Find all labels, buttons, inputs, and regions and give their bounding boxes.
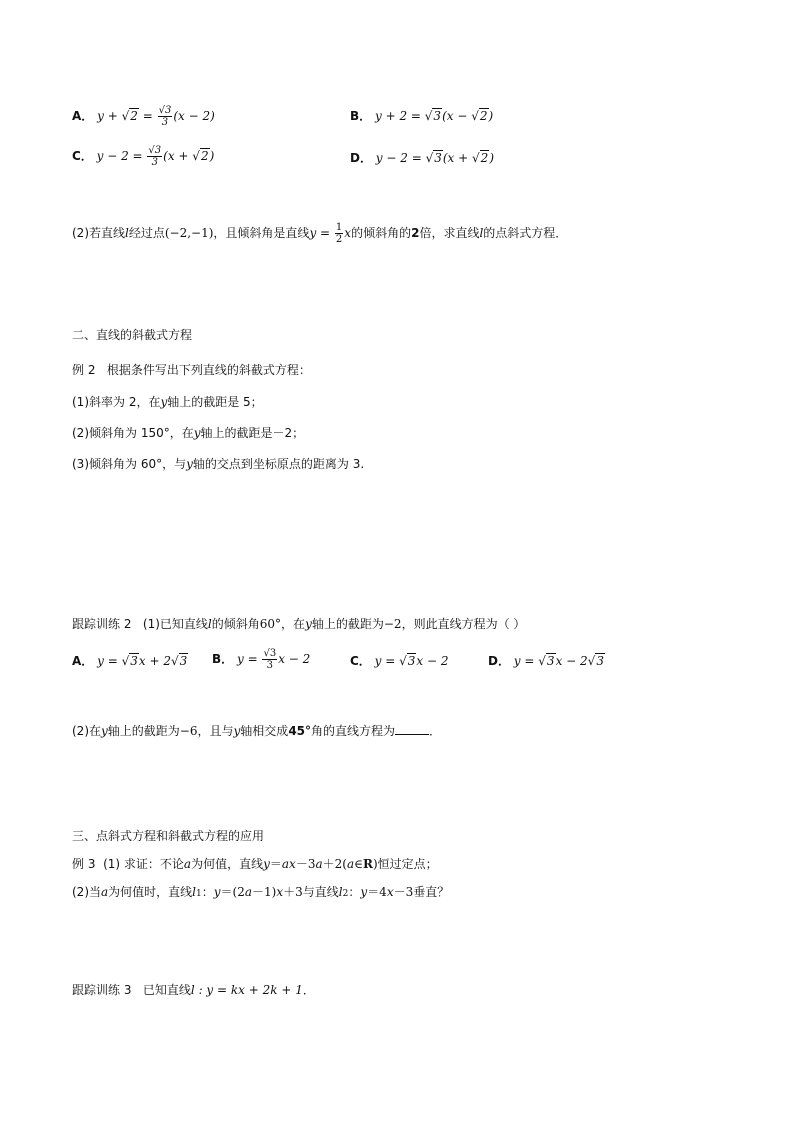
option-label: B． xyxy=(212,652,234,666)
var-y: y xyxy=(160,395,168,409)
q2-text: 经过点 xyxy=(128,226,165,240)
example-2-text: 根据条件写出下列直线的斜截式方程： xyxy=(106,363,311,377)
practice-2-option-c xyxy=(350,653,449,669)
practice-text: ，则此直线方程为（ ） xyxy=(401,617,526,631)
intercept-value: −2 xyxy=(383,617,402,631)
practice-text: ，在 xyxy=(281,617,306,631)
practice-2-question-2 xyxy=(72,722,441,739)
line-equation: l : y = kx + 2k + 1 xyxy=(190,983,303,997)
practice-text: 角的直线方程为 xyxy=(311,724,396,738)
line-equation: y xyxy=(263,857,270,871)
example-text: (1) 求证：不论 xyxy=(103,857,184,871)
q2-text: 的倾斜角的 xyxy=(351,226,412,240)
practice-2 xyxy=(72,616,525,632)
example-text: 为何值，直线 xyxy=(191,857,264,871)
angle-value: 45° xyxy=(288,724,312,738)
q2-line-eq: y = $\frac{1}{2}$ x xyxy=(309,222,352,245)
option-label: C． xyxy=(350,654,371,668)
var-y: y xyxy=(101,724,108,738)
practice-text: ，且与 xyxy=(197,724,234,738)
example-3-item-2: (2)当a为何值时，直线l1：y＝(2a－1)x＋3与直线l2：y＝4x－3垂直？ xyxy=(72,885,450,899)
option-formula: y = √3x + 2√3 xyxy=(97,654,188,668)
item-text: (1)斜率为 2，在 xyxy=(72,395,161,409)
example-2-item-1 xyxy=(72,394,263,410)
option-a xyxy=(72,105,215,128)
example-2-item-2 xyxy=(72,425,304,441)
option-a-label: A． xyxy=(72,109,94,123)
option-b xyxy=(350,108,493,124)
option-d xyxy=(350,150,494,166)
q2-text: ，且倾斜角是直线 xyxy=(213,226,310,240)
example-3-label: 例 3 xyxy=(72,857,96,871)
practice-text: (1)已知直线 xyxy=(142,617,208,631)
practice-text: 轴上的截距为 xyxy=(107,724,180,738)
q2-var-l: l xyxy=(125,226,129,240)
question-2 xyxy=(72,222,567,245)
practice-text: 的倾斜角 xyxy=(211,617,260,631)
practice-3 xyxy=(72,982,315,998)
var-y: y xyxy=(233,724,241,738)
practice-text: ． xyxy=(302,983,315,997)
q2-var-l: l xyxy=(479,226,484,240)
intercept-value: −6 xyxy=(179,724,198,738)
option-d-label: D． xyxy=(350,151,372,165)
item-text: 轴上的截距是－2； xyxy=(200,426,305,440)
practice-text: (2)在 xyxy=(72,724,101,738)
section-2-heading: 二、直线的斜截式方程 xyxy=(72,328,193,342)
option-formula: y = √3x − 2√3 xyxy=(513,654,604,668)
option-formula: y = √3x − 2 xyxy=(374,654,449,668)
option-b-label: B． xyxy=(350,109,372,123)
example-text: 为何值时，直线 xyxy=(108,885,193,899)
item-text: 轴上的截距是 5； xyxy=(167,395,263,409)
item-text: (2)倾斜角为 150°，在 xyxy=(72,426,194,440)
practice-text: 轴上的截距为 xyxy=(311,617,384,631)
option-label: D． xyxy=(488,654,510,668)
option-formula: y = $\frac{√3}{3}$ x − 2 xyxy=(236,648,311,671)
q2-text: (2)若直线 xyxy=(72,226,125,240)
example-text: 与直线 xyxy=(302,885,339,899)
var-l: l xyxy=(207,617,212,631)
item-text: 轴的交点到坐标原点的距离为 3. xyxy=(192,457,365,471)
section-3-heading: 三、点斜式方程和斜截式方程的应用 xyxy=(72,829,265,843)
item-text: (3)倾斜角为 60°，与 xyxy=(72,457,187,471)
example-text: 恒过定点； xyxy=(377,857,438,871)
example-text: 垂直？ xyxy=(413,885,450,899)
option-label: A． xyxy=(72,654,94,668)
answer-blank[interactable] xyxy=(395,722,429,735)
option-c-label: C． xyxy=(72,149,93,163)
example-2 xyxy=(72,362,311,378)
example-2-item-3 xyxy=(72,456,364,472)
example-text: (2)当 xyxy=(72,885,101,899)
q2-text: 的点斜式方程． xyxy=(483,226,568,240)
practice-2-option-a xyxy=(72,653,188,669)
q2-text: 倍，求直线 xyxy=(419,226,480,240)
q2-multiplier: 2 xyxy=(411,226,420,240)
practice-3-label: 跟踪训练 3 xyxy=(72,983,132,997)
option-a-formula: y + √2 = $\frac{√3}{3}$ (x − 2) xyxy=(97,105,215,128)
var-a: a xyxy=(183,857,192,871)
practice-text: ． xyxy=(429,724,442,738)
option-b-formula: y + 2 = √3(x − √2) xyxy=(374,109,494,123)
line-l2: l xyxy=(338,885,343,899)
angle-value: 60° xyxy=(259,617,282,631)
practice-2-option-b xyxy=(212,648,310,671)
var-y: y xyxy=(305,617,312,631)
var-y: y xyxy=(186,457,193,471)
option-d-formula: y − 2 = √3(x + √2) xyxy=(375,151,494,165)
practice-text: 轴相交成 xyxy=(240,724,289,738)
practice-2-label: 跟踪训练 2 xyxy=(72,617,132,631)
option-c xyxy=(72,145,214,168)
option-c-formula: y − 2 = $\frac{√3}{3}$ (x + √2) xyxy=(96,145,215,168)
var-y: y xyxy=(193,426,201,440)
var-a: a xyxy=(101,885,109,899)
q2-point: (−2,−1) xyxy=(164,226,214,240)
practice-2-option-d xyxy=(488,653,605,669)
example-3-item-1: 例 3 (1) 求证：不论a为何值，直线y＝ax－3a＋2(a∈R)恒过定点； xyxy=(72,857,438,871)
example-2-label: 例 2 xyxy=(72,363,96,377)
practice-text: 已知直线 xyxy=(142,983,191,997)
line-l1: l xyxy=(192,885,197,899)
